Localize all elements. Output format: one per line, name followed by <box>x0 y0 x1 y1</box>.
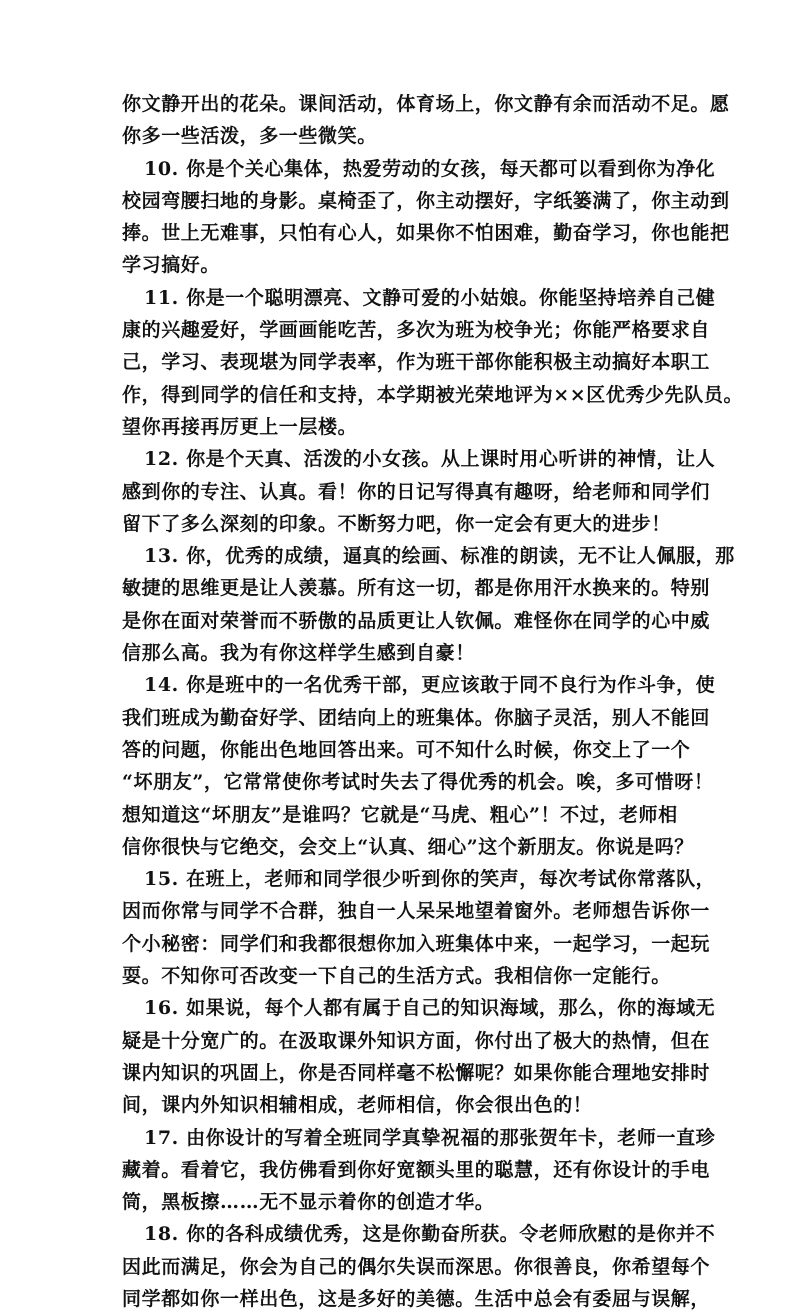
text-line: 同学都如你一样出色，这是多好的美德。生活中总会有委屈与误解， <box>122 1287 711 1310</box>
paragraph-first-line: 14. 你是班中的一名优秀干部，更应该敢于同不良行为作斗争，使 <box>144 674 716 697</box>
paragraph-first-line: 12. 你是个天真、活泼的小女孩。从上课时用心听讲的神情，让人 <box>144 448 716 471</box>
paragraph-first-line: 17. 由你设计的写着全班同学真挚祝福的那张贺年卡，老师一直珍 <box>144 1126 716 1149</box>
paragraph-first-line: 18. 你的各科成绩优秀，这是你勤奋所获。令老师欣慰的是你并不 <box>144 1223 716 1246</box>
text-line: 信那么高。我为有你这样学生感到自豪！ <box>122 642 475 665</box>
text-line: 因此而满足，你会为自己的偶尔失误而深思。你很善良，你希望每个 <box>122 1255 711 1278</box>
comment-text-body <box>122 88 744 1315</box>
text-line: 望你再接再厉更上一层楼。 <box>122 415 358 438</box>
text-line: 你多一些活泼，多一些微笑。 <box>122 125 377 148</box>
text-line: 是你在面对荣誉而不骄傲的品质更让人钦佩。难怪你在同学的心中威 <box>122 609 711 632</box>
text-line: 捧。世上无难事，只怕有心人，如果你不怕困难，勤奋学习，你也能把 <box>122 222 730 245</box>
text-line: 校园弯腰扫地的身影。桌椅歪了，你主动摆好，字纸篓满了，你主动到 <box>122 189 730 212</box>
text-line: 课内知识的巩固上，你是否同样毫不松懈呢？如果你能合理地安排时 <box>122 1061 711 1084</box>
text-line: 因而你常与同学不合群，独自一人呆呆地望着窗外。老师想告诉你一 <box>122 900 711 923</box>
paragraph-first-line: 13. 你，优秀的成绩，逼真的绘画、标准的朗读，无不让人佩服，那 <box>144 545 735 568</box>
text-line: 我们班成为勤奋好学、团结向上的班集体。你脑子灵活，别人不能回 <box>122 706 711 729</box>
paragraph-first-line: 16. 如果说，每个人都有属于自己的知识海域，那么，你的海域无 <box>144 997 716 1020</box>
text-line: 敏捷的思维更是让人羡慕。所有这一切，都是你用汗水换来的。特别 <box>122 577 711 600</box>
text-line: 感到你的专注、认真。看！你的日记写得真有趣呀，给老师和同学们 <box>122 480 711 503</box>
paragraph-first-line: 10. 你是个关心集体，热爱劳动的女孩，每天都可以看到你为净化 <box>144 157 716 180</box>
text-line: 你文静开出的花朵。课间活动，体育场上，你文静有余而活动不足。愿 <box>122 93 730 115</box>
text-line: 个小秘密：同学们和我都很想你加入班集体中来，一起学习，一起玩 <box>122 932 711 955</box>
text-line: 耍。不知你可否改变一下自己的生活方式。我相信你一定能行。 <box>122 965 671 988</box>
paragraph-first-line: 11. 你是一个聪明漂亮、文静可爱的小姑娘。你能坚持培养自己健 <box>144 286 716 309</box>
text-line: 康的兴趣爱好，学画画能吃苦，多次为班为校争光；你能严格要求自 <box>122 319 711 342</box>
text-line: 疑是十分宽广的。在汲取课外知识方面，你付出了极大的热情，但在 <box>122 1029 711 1052</box>
text-line: 藏着。看着它，我仿佛看到你好宽额头里的聪慧，还有你设计的手电 <box>122 1158 711 1181</box>
text-line: 己，学习、表现堪为同学表率，作为班干部你能积极主动搞好本职工 <box>122 351 711 374</box>
text-line: 学习搞好。 <box>122 254 221 277</box>
paragraph-first-line: 15. 在班上，老师和同学很少听到你的笑声，每次考试你常落队， <box>144 868 716 891</box>
text-line: 间，课内外知识相辅相成，老师相信，你会很出色的！ <box>122 1094 593 1117</box>
text-line: 信你很快与它绝交，会交上“认真、细心”这个新朋友。你说是吗？ <box>122 835 694 858</box>
text-line: 作，得到同学的信任和支持，本学期被光荣地评为××区优秀少先队员。 <box>122 383 744 406</box>
text-line: 筒，黑板擦……无不显示着你的创造才华。 <box>122 1191 495 1214</box>
text-line: 留下了多么深刻的印象。不断努力吧，你一定会有更大的进步！ <box>122 512 671 535</box>
text-line: 想知道这“坏朋友”是谁吗？它就是“马虎、粗心”！不过，老师相 <box>122 803 678 826</box>
text-line: 答的问题，你能出色地回答出来。可不知什么时候，你交上了一个 <box>122 738 691 761</box>
text-line: “坏朋友”，它常常使你考试时失去了得优秀的机会。唉，多可惜呀！ <box>122 771 714 794</box>
